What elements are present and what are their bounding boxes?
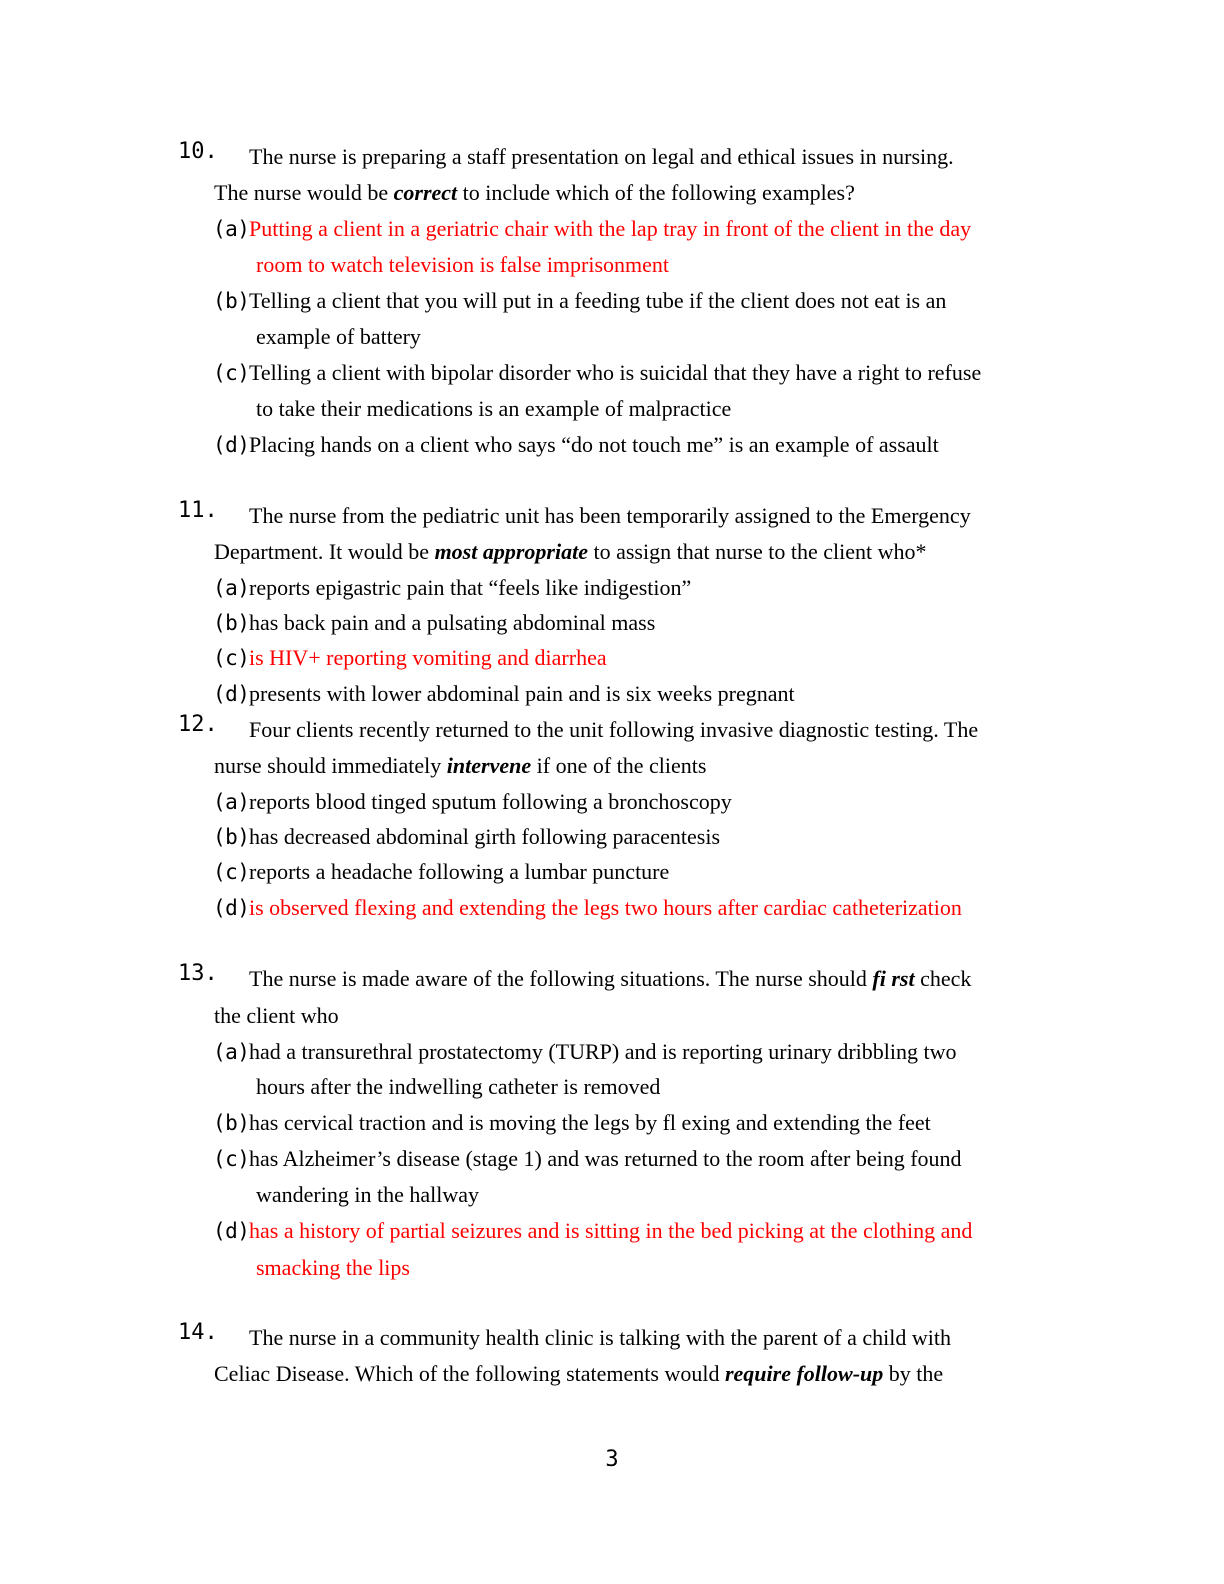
option-text: has cervical traction and is moving the legs by fl exing and extending the feet <box>249 1110 931 1135</box>
option-text: example of battery <box>256 324 421 349</box>
correct-answer-text: Putting a client in a geriatric chair with the lap tray in front of the client in the day <box>249 216 972 241</box>
question-stem-line <box>214 748 706 784</box>
option-letter: (b) <box>213 825 250 849</box>
option-text: had a transurethral prostatectomy (TURP) and is reporting urinary dribbling two <box>249 1039 957 1064</box>
option-letter: (d) <box>213 433 250 457</box>
option-letter: (d) <box>213 896 250 920</box>
correct-answer-text: is HIV+ reporting vomiting and diarrhea <box>249 645 607 670</box>
question-number: 12. <box>178 712 218 737</box>
stem-emphasis: fi rst <box>872 966 915 991</box>
option-letter: (d) <box>213 1219 250 1243</box>
option-letter: (a) <box>213 576 250 600</box>
stem-text: nurse should immediately <box>214 753 447 778</box>
option-text: Telling a client that you will put in a feeding tube if the client does not eat is an <box>249 288 947 313</box>
option-text: has Alzheimer’s disease (stage 1) and was returned to the room after being found <box>249 1146 962 1171</box>
option-letter: (b) <box>213 1111 250 1135</box>
stem-text: to include which of the following examples? <box>457 180 855 205</box>
correct-answer-text: room to watch television is false imprisonment <box>256 252 670 277</box>
option-text: hours after the indwelling catheter is removed <box>256 1074 661 1099</box>
question-stem-line: The nurse in a community health clinic is talking with the parent of a child with <box>249 1325 951 1350</box>
stem-emphasis: intervene <box>446 753 532 778</box>
question-stem-line <box>214 534 926 570</box>
stem-text: to assign that nurse to the client who* <box>587 539 927 564</box>
option-text: reports a headache following a lumbar puncture <box>249 859 670 884</box>
stem-emphasis: require follow-up <box>724 1361 884 1386</box>
question-stem-line <box>214 1356 943 1392</box>
stem-text: by the <box>883 1361 944 1386</box>
option-text: reports blood tinged sputum following a bronchoscopy <box>249 789 732 814</box>
question-stem-line <box>249 961 971 997</box>
question-stem-line <box>214 175 855 211</box>
stem-text: check <box>914 966 972 991</box>
question-number: 10. <box>178 139 218 164</box>
stem-text: if one of the clients <box>531 753 707 778</box>
option-letter: (b) <box>213 289 250 313</box>
stem-text: The nurse is made aware of the following situations. The nurse should <box>249 966 873 991</box>
option-letter: (c) <box>213 361 250 385</box>
question-number: 13. <box>178 961 218 986</box>
stem-text: The nurse would be <box>214 180 394 205</box>
stem-emphasis: correct <box>393 180 458 205</box>
question-number: 14. <box>178 1320 218 1345</box>
option-text: has back pain and a pulsating abdominal mass <box>249 610 656 635</box>
correct-answer-text: smacking the lips <box>256 1255 410 1280</box>
correct-answer-text: is observed flexing and extending the legs two hours after cardiac catheterization <box>249 895 962 920</box>
option-text: presents with lower abdominal pain and is six weeks pregnant <box>249 681 795 706</box>
stem-text: Department. It would be <box>214 539 435 564</box>
question-stem-line: The nurse from the pediatric unit has been temporarily assigned to the Emergency <box>249 503 971 528</box>
option-text: wandering in the hallway <box>256 1182 479 1207</box>
option-text: to take their medications is an example of malpractice <box>256 396 732 421</box>
stem-emphasis: most appropriate <box>434 539 588 564</box>
option-letter: (c) <box>213 1147 250 1171</box>
option-text: reports epigastric pain that “feels like indigestion” <box>249 575 692 600</box>
question-stem-line: the client who <box>214 1003 339 1028</box>
option-letter: (a) <box>213 790 250 814</box>
option-letter: (b) <box>213 611 250 635</box>
page-number: 3 <box>605 1447 619 1472</box>
option-letter: (a) <box>213 217 250 241</box>
question-number: 11. <box>178 498 218 523</box>
stem-text: Celiac Disease. Which of the following statements would <box>214 1361 725 1386</box>
option-letter: (c) <box>213 646 250 670</box>
question-stem-line: The nurse is preparing a staff presentation on legal and ethical issues in nursing. <box>249 144 954 169</box>
option-letter: (a) <box>213 1040 250 1064</box>
option-text: Telling a client with bipolar disorder who is suicidal that they have a right to refuse <box>249 360 982 385</box>
correct-answer-text: has a history of partial seizures and is sitting in the bed picking at the clothing and <box>249 1218 973 1243</box>
question-stem-line: Four clients recently returned to the unit following invasive diagnostic testing. The <box>249 717 979 742</box>
option-letter: (c) <box>213 860 250 884</box>
option-text: Placing hands on a client who says “do not touch me” is an example of assault <box>249 432 939 457</box>
option-text: has decreased abdominal girth following paracentesis <box>249 824 721 849</box>
option-letter: (d) <box>213 682 250 706</box>
